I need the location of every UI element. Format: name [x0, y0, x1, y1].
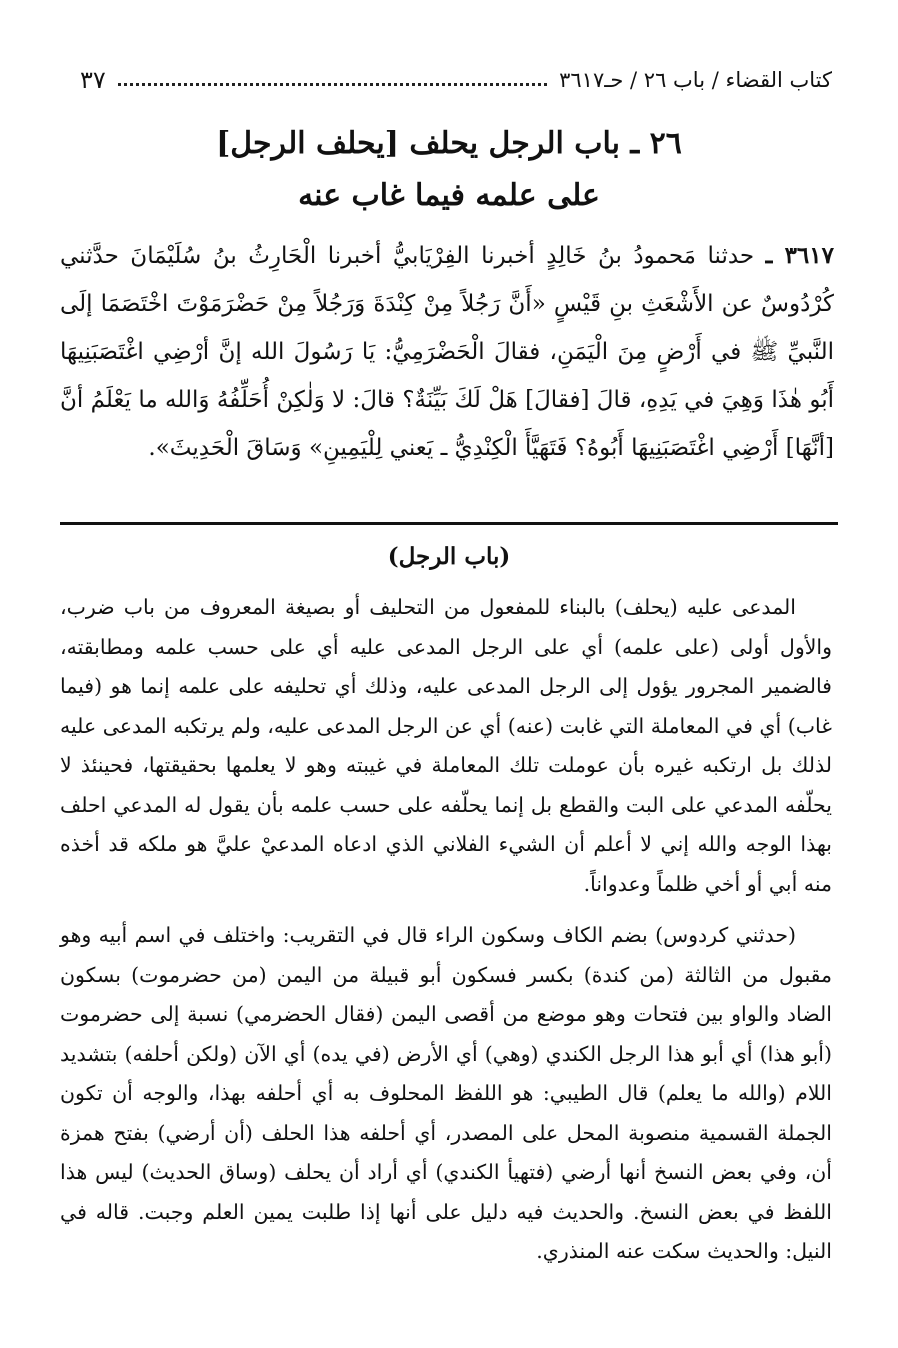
commentary-title: (باب الرجل): [387, 543, 511, 570]
hadith-text-block: [60, 232, 834, 472]
page-number: ٣٧: [80, 66, 106, 94]
hadith-text: حدثنا مَحمودُ بنُ خَالِدٍ أخبرنا الفِرْيَابيُّ أخبرنا الْحَارِثُ بنُ سُلَيْمَانَ حدَّثني كُرْدُوسٌ عن الأَشْعَثِ بنِ قَيْسٍ «أَنَّ رَجُلاً مِنْ كِنْدَةَ وَرَجُلاً مِنْ حَضْرَمَوْتَ اخْتَصَمَا إلَى النَّبيِّ ﷺ في أَرْضٍ مِنَ الْيَمَنِ، فقالَ الْحَضْرَمِيُّ: يَا رَسُولَ الله إنَّ أرْضِي اغْتَصَبَنِيهَا أَبُو هٰذَا وَهِيَ في يَدِهِ، قالَ [فقالَ] هَلْ لَكَ بَيِّنَةٌ؟ قالَ: لا وَلٰكِنْ أُحَلِّفُهُ وَالله ما يَعْلَمُ أنَّ [أنَّهَا] أَرْضِي اغْتَصَبَنِيهَا أَبُوهُ؟ فَتَهَيَّأَ الْكِنْدِيُّ ـ يَعني لِلْيَمِينِ» وَسَاقَ الْحَدِيثَ».: [60, 243, 834, 461]
commentary-paragraph: (حدثني كردوس) بضم الكاف وسكون الراء قال في التقريب: واختلف في اسم أبيه وهو مقبول من الثالثة (من كندة) بكسر فسكون أبو قبيلة من اليمن (من حضرموت) بسكون الضاد والواو بين فتحات وهو موضع من أقصى اليمن (فقال الحضرمي) نسبة إلى حضرموت (أبو هذا) أي أبو هذا الرجل الكندي (وهي) أي الأرض (في يده) أي الآن (ولكن أحلفه) بتشديد اللام (والله ما يعلم) قال الطيبي: هو اللفظ المحلوف به أي أحلفه بهذا، والوجه أن تكون الجملة القسمية منصوبة المحل على المصدر، أي أحلفه هذا الحلف (أن أرضي) بفتح همزة أن، وفي بعض النسخ أنها أرضي (فتهيأ الكندي) أي أراد أن يحلف (وساق الحديث) ليس هذا اللفظ في بعض النسخ. والحديث فيه دليل على أنها إذا طلبت يمين العلم وجبت. قاله في النيل: والحديث سكت عنه المنذري.: [60, 923, 832, 1263]
header-leader-dots: [118, 83, 547, 86]
chapter-heading: [60, 118, 838, 222]
section-divider: [60, 522, 838, 525]
hadith-number: ٣٦١٧ ـ: [765, 242, 834, 269]
commentary-block: [60, 588, 832, 1284]
running-header: [80, 62, 832, 98]
chapter-heading-line2: على علمه فيما غاب عنه: [298, 178, 600, 213]
running-title: كتاب القضاء / باب ٢٦ / حـ٣٦١٧: [559, 68, 832, 92]
commentary-paragraph: المدعى عليه (يحلف) بالبناء للمفعول من التحليف أو بصيغة المعروف من باب ضرب، والأول أولى (على علمه) أي على الرجل المدعى عليه أي على حسب علمه ومطابقته، فالضمير المجرور يؤول إلى الرجل المدعى عليه، وذلك أي تحليفه على علمه إنما هو (فيما غاب) أي في المعاملة التي غابت (عنه) أي عن الرجل المدعى عليه، ولم يرتكبه المدعى عليه لذلك بل ارتكبه غيره بأن عوملت تلك المعاملة في غيبته وهو لا يعلمها بحقيقتها، فحينئذ لا يحلّفه المدعي على البت والقطع بل إنما يحلّفه على حسب علمه بأن يقول له المدعي احلف بهذا الوجه والله إني لا أعلم أن الشيء الفلاني الذي ادعاه المدعيْ عليَّ هو ملكه قد أخذه منه أبي أو أخي ظلماً وعدواناً.: [60, 595, 832, 896]
chapter-heading-line1: ٢٦ ـ باب الرجل يحلف [يحلف الرجل]: [216, 126, 682, 161]
